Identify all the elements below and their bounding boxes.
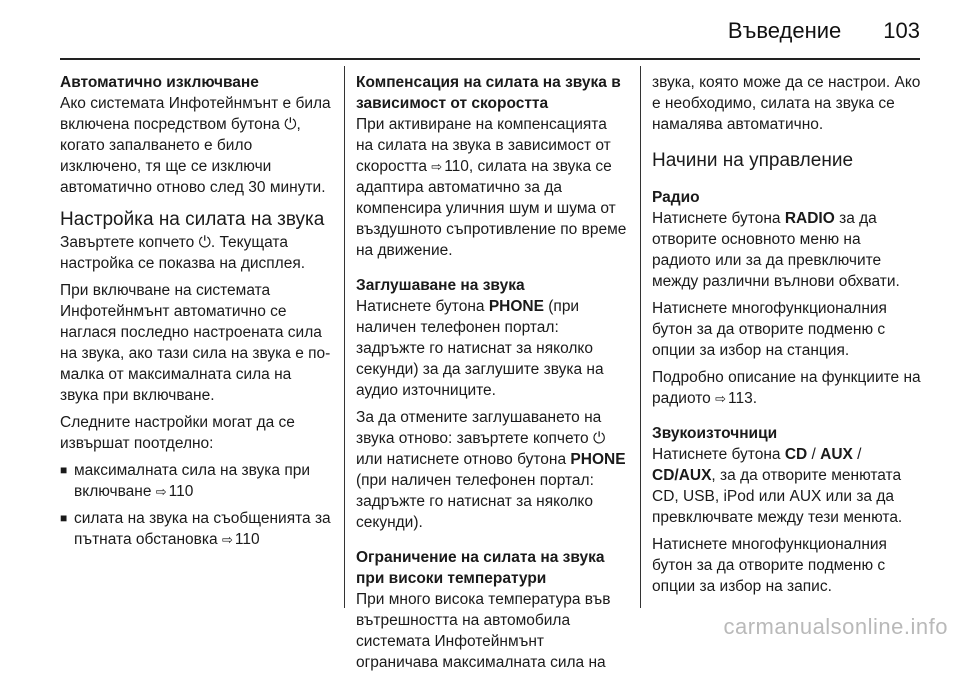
paragraph (356, 114, 628, 261)
column-divider (640, 66, 641, 608)
text: , когато запалването е било изключено, тя ще се изключи автоматично отново след 30 минути. (60, 116, 326, 196)
bullet-icon: ■ (60, 463, 68, 477)
paragraph (356, 407, 628, 533)
text: / (807, 446, 821, 463)
ref-arrow-icon: ⇨ (715, 391, 726, 406)
text: максималната сила на звука при включване (74, 462, 310, 500)
ref-arrow-icon: ⇨ (221, 532, 233, 547)
list-item (60, 460, 332, 502)
text: (при наличен телефонен портал: задръжте го натиснат за няколко секунди) за да заглушите звука на аудио източниците. (356, 298, 604, 399)
text: . (752, 390, 758, 407)
list-item (60, 508, 332, 550)
power-icon: ⏻ (198, 234, 211, 251)
button-label-phone: PHONE (570, 451, 626, 468)
text: Натиснете бутона (356, 298, 489, 315)
page-reference[interactable]: 110 (168, 483, 194, 500)
section-heading-radio: Радио (652, 189, 700, 206)
text: , силата на звука се адаптира автоматично за да компенсира уличния шум и шума от въздушното съпротивление по време на движение. (356, 158, 627, 259)
paragraph (60, 93, 332, 198)
column-1 (60, 72, 332, 556)
text: . Текущата настройка се показва на дисплея. (60, 234, 306, 272)
settings-list (60, 460, 332, 550)
page-reference[interactable]: 113 (727, 390, 753, 407)
text: Завъртете копчето (60, 234, 199, 251)
paragraph: Следните настройки могат да се извършат поотделно: (60, 414, 295, 452)
button-label-cd-aux: CD/AUX (652, 467, 712, 484)
paragraph (356, 296, 628, 401)
text: Подробно описание на функциите на радиото (652, 369, 921, 407)
text: Ако системата Инфотейнмънт е била включена посредством бутона (60, 95, 331, 133)
text: (при наличен телефонен портал: задръжте го натиснат за няколко секунди). (356, 472, 594, 531)
text: При активиране на компенсацията на силата на звука в зависимост от скоростта (356, 116, 611, 175)
button-label-phone: PHONE (488, 298, 544, 315)
paragraph: Натиснете многофункционалния бутон за да отворите подменю с опции за избор на станция. (652, 300, 887, 359)
text: Натиснете бутона (652, 210, 785, 227)
text: За да отмените заглушаването на звука отново: завъртете копчето (356, 409, 602, 447)
column-2 (356, 72, 628, 679)
button-label-aux: AUX (820, 446, 853, 463)
ref-arrow-icon: ⇨ (431, 159, 443, 174)
column-3 (652, 72, 922, 603)
section-heading-controls: Начини на управление (652, 150, 854, 171)
paragraph: звука, която може да се настрои. Ако е необходимо, силата на звука се намалява автоматично. (652, 74, 921, 133)
text: силата на звука на съобщенията за пътната обстановка (74, 510, 331, 548)
button-label-radio: RADIO (784, 210, 835, 227)
power-icon: ⏻ (284, 116, 297, 133)
watermark: carmanualsonline.info (723, 614, 948, 639)
section-heading-audio-sources: Звукоизточници (652, 425, 778, 442)
section-heading-mute: Заглушаване на звука (356, 277, 525, 294)
page-number: 103 (883, 18, 920, 43)
ref-arrow-icon: ⇨ (155, 484, 167, 499)
paragraph (60, 232, 332, 274)
section-heading-temperature-limit: Ограничение на силата на звука при високи температури (356, 549, 605, 587)
text: Натиснете бутона (652, 446, 785, 463)
text: или натиснете отново бутона (356, 451, 571, 468)
power-icon: ⏻ (592, 430, 606, 447)
section-heading-volume: Настройка на силата на звука (60, 209, 325, 230)
column-divider (344, 66, 345, 608)
paragraph: Натиснете многофункционалния бутон за да отворите подменю с опции за избор на запис. (652, 536, 887, 595)
header-rule (60, 58, 920, 60)
bullet-icon: ■ (60, 511, 68, 525)
text: / (852, 446, 862, 463)
section-heading-auto-off: Автоматично изключване (60, 74, 259, 91)
page-reference[interactable]: 110 (234, 531, 260, 548)
page-reference[interactable]: 110 (444, 158, 469, 175)
text: за да отворите основното меню на радиото или за да превключите между различни вълнови обхвати. (652, 210, 900, 290)
page-title: Въведение (727, 18, 842, 43)
paragraph: При много висока температура във вътрешността на автомобила системата Инфотейнмънт ограничава максималната сила на (356, 591, 611, 671)
text: , за да отворите менютата CD, USB, iPod или AUX или за да превключвате между тези менюта. (652, 467, 903, 526)
paragraph (652, 208, 922, 292)
section-heading-speed-compensation: Компенсация на силата на звука в зависимост от скоростта (356, 74, 621, 112)
button-label-cd: CD (784, 446, 808, 463)
page-header (60, 14, 920, 48)
paragraph: При включване на системата Инфотейнмънт автоматично се наглася последно настроената сила на звука, ако тази сила на звука е по-малка от максималната сила на звука при включване. (60, 282, 331, 404)
paragraph (652, 444, 922, 528)
paragraph (652, 367, 922, 409)
